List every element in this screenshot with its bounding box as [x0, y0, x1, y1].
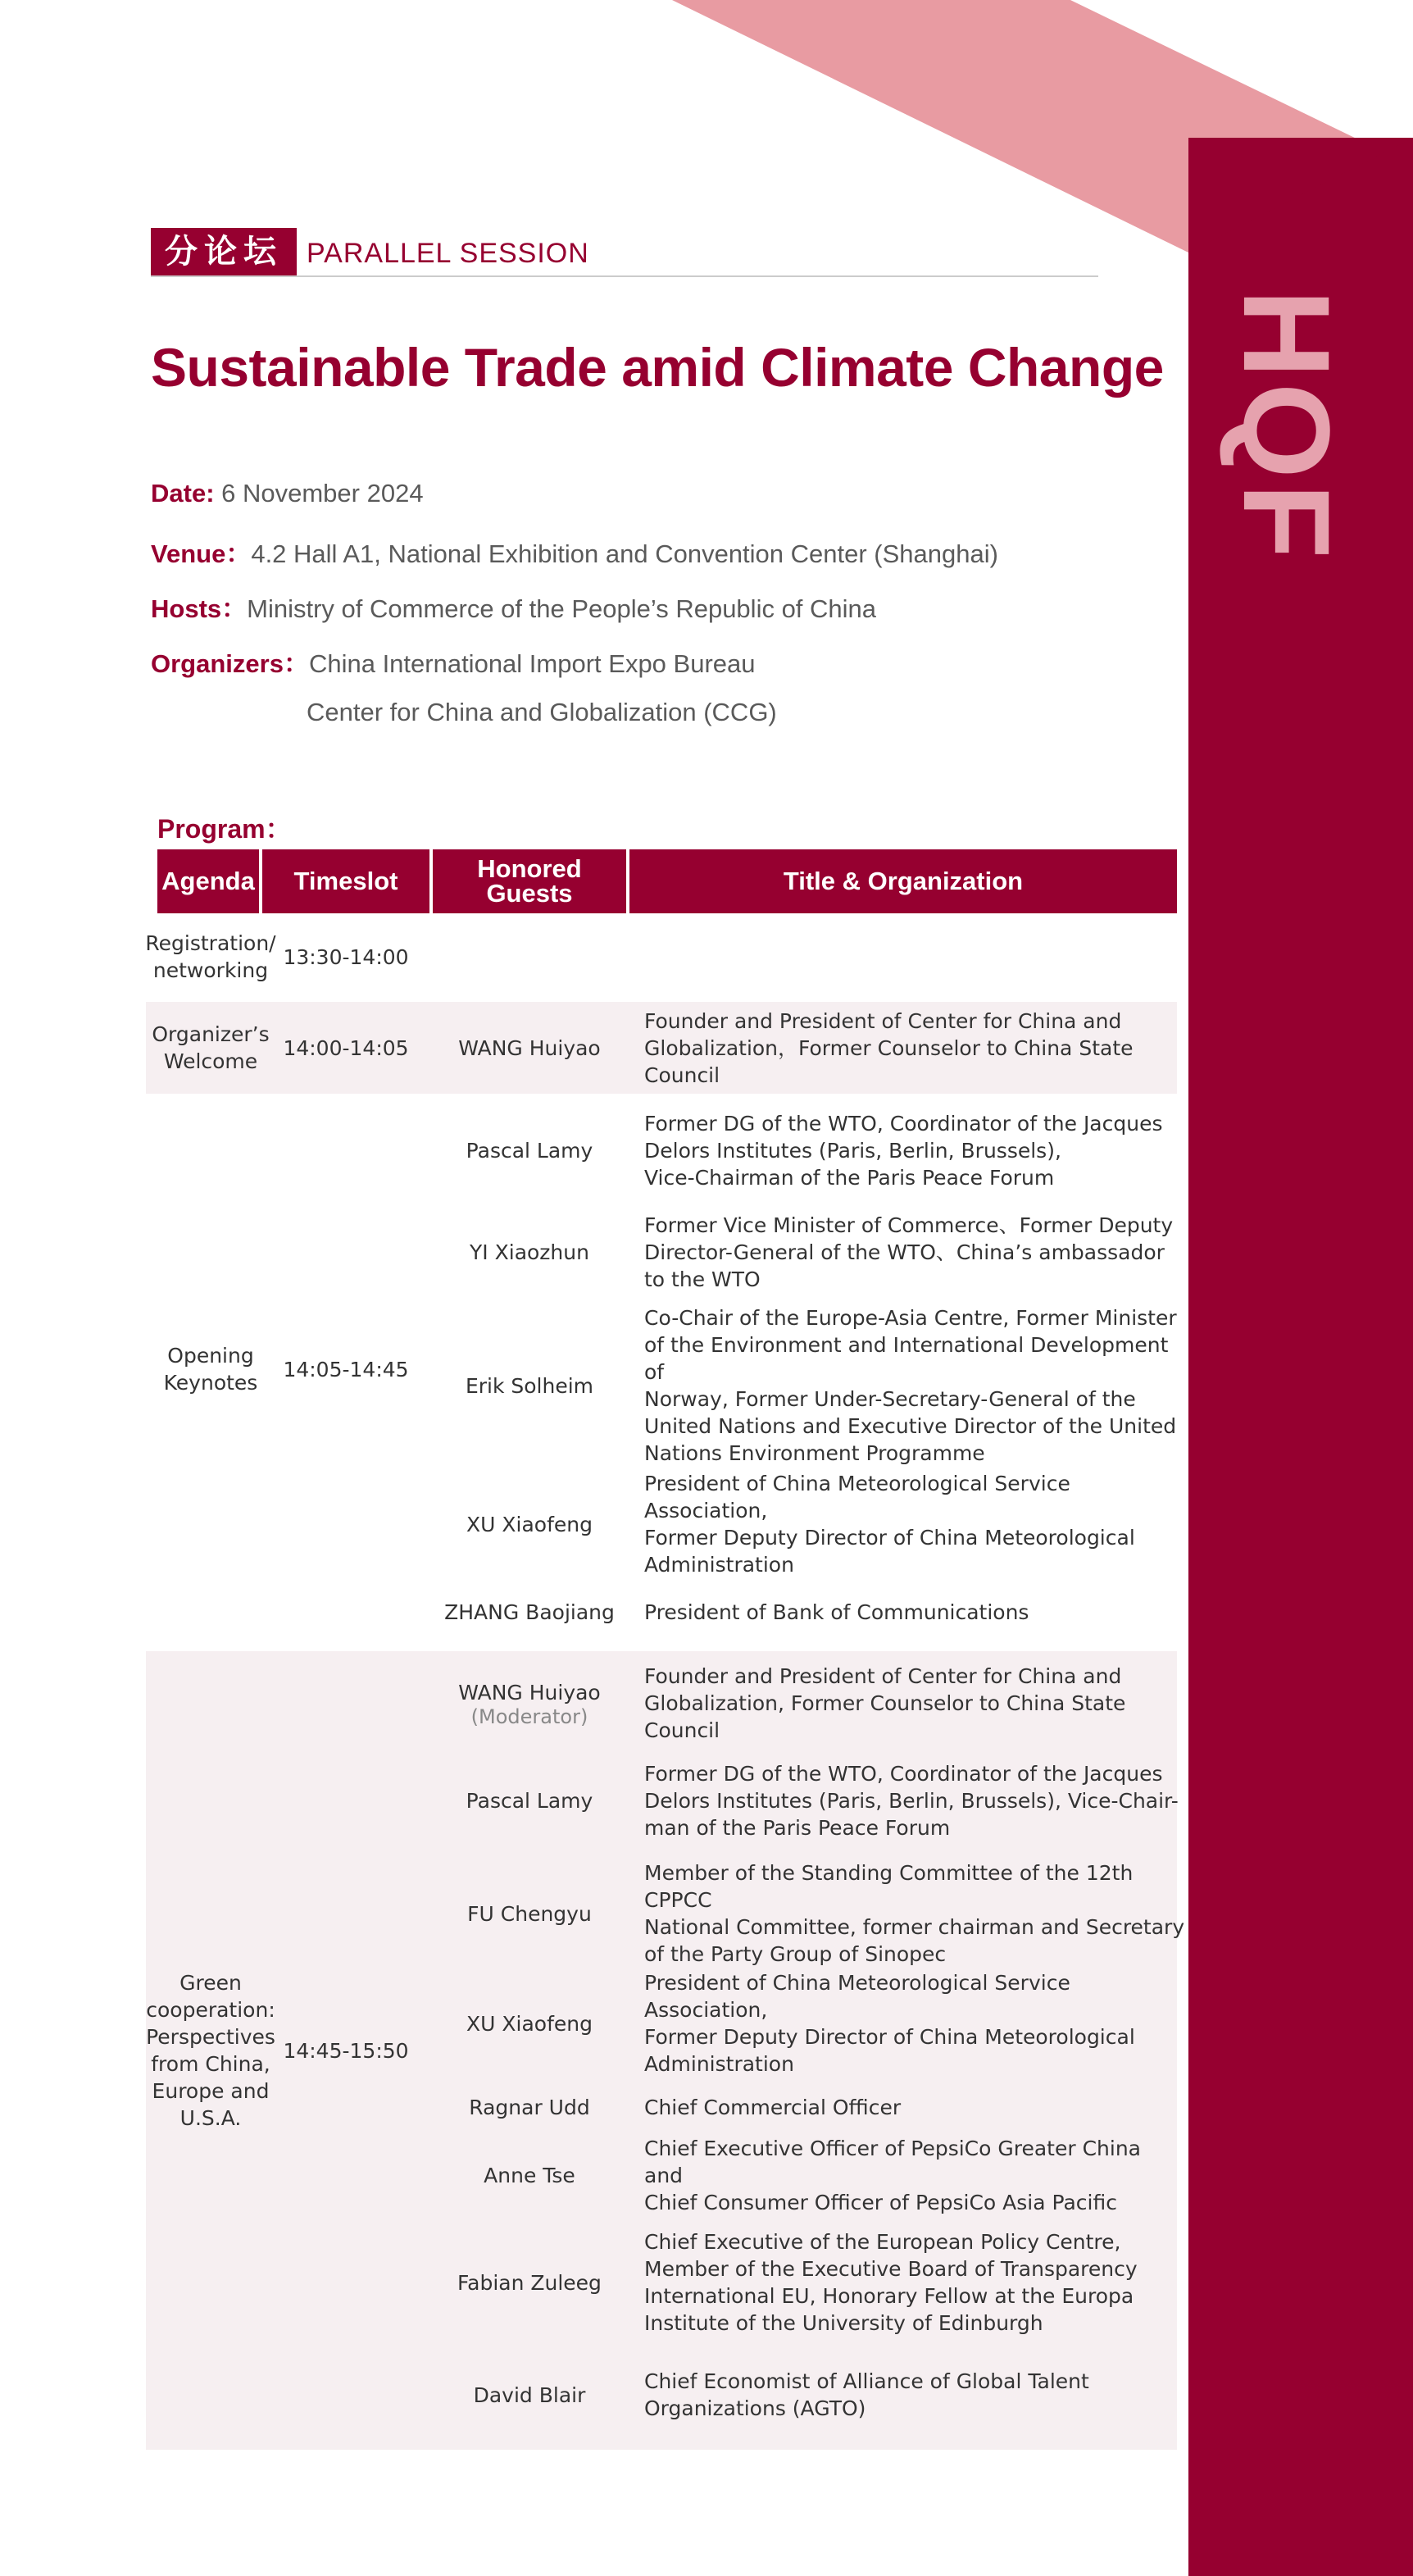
- guest-title: Founder and President of Center for China and Globalization，Former Counselor to China State Council: [644, 1008, 1134, 1087]
- time-welcome: 14:00-14:05: [283, 1035, 409, 1060]
- header-agenda: Agenda: [157, 849, 259, 913]
- guest-name: YI Xiaozhun: [470, 1240, 589, 1264]
- guest-name: ZHANG Baojiang: [444, 1600, 615, 1624]
- program-label: Program：: [157, 814, 292, 844]
- guest-title: Founder and President of Center for China and Globalization, Former Counselor to China State Council: [644, 1663, 1126, 1742]
- agenda-green-cooperation: Green cooperation: Perspectives from China, Europe and U.S.A.: [146, 1971, 275, 2130]
- guest-title: Member of the Standing Committee of the 12th CPPCC National Committee, former chairman and Secretary of the Party Group of Sinopec: [644, 1861, 1185, 1966]
- agenda-keynotes: Opening Keynotes: [163, 1344, 258, 1395]
- badge-english: PARALLEL SESSION: [307, 238, 589, 269]
- guest-name: Ragnar Udd: [469, 2095, 590, 2119]
- page-title: Sustainable Trade amid Climate Change: [151, 337, 1164, 398]
- guest-title: Former Vice Minister of Commerce、Former Deputy Director-General of the WTO、China’s ambassador to the WTO: [644, 1213, 1174, 1291]
- hosts-value: Ministry of Commerce of the People’s Republic of China: [247, 594, 877, 623]
- venue-line: [151, 533, 998, 570]
- guest-title: Co-Chair of the Europe-Asia Centre, Former Minister of the Environment and International Development of Norway, Former Under-Secretary-General of the United Nations and Executive Director of the United Nations Environment Programme: [644, 1306, 1177, 1465]
- organizer-2: Center for China and Globalization (CCG): [307, 698, 777, 726]
- guest-name: WANG Huiyao: [458, 1680, 601, 1704]
- guest-name: XU Xiaofeng: [466, 2011, 593, 2036]
- date-label: Date:: [151, 479, 215, 507]
- guest-title: Chief Executive Officer of PepsiCo Greater China and Chief Consumer Officer of PepsiCo Asia Pacific: [644, 2136, 1142, 2214]
- guest-title: Former DG of the WTO, Coordinator of the Jacques Delors Institutes (Paris, Berlin, Brussels), Vice-Chair- man of the Paris Peace Forum: [644, 1761, 1179, 1840]
- guest-name: XU Xiaofeng: [466, 1512, 593, 1536]
- guest-title: President of Bank of Communications: [644, 1600, 1029, 1624]
- header-divider: [151, 275, 1098, 277]
- guest-name: FU Chengyu: [467, 1901, 592, 1926]
- guest-name-with-note: [433, 1673, 626, 1733]
- time-keynotes: 14:05-14:45: [283, 1357, 409, 1381]
- session-badge: [151, 228, 1098, 277]
- header-timeslot: Timeslot: [262, 849, 429, 913]
- guest-name: Pascal Lamy: [466, 1138, 593, 1163]
- guest-name: Anne Tse: [484, 2163, 575, 2187]
- guest-title: Chief Executive of the European Policy Centre, Member of the Executive Board of Transparency International EU, Honorary Fellow at the Europa Institute of the University of Edinburgh: [644, 2230, 1138, 2335]
- guest-name: David Blair: [473, 2383, 586, 2407]
- organizers-label: Organizers：: [151, 649, 309, 678]
- side-band-top: [1188, 138, 1413, 253]
- guest-title: President of China Meteorological Service Association, Former Deputy Director of China Meteorological Administration: [644, 1472, 1135, 1577]
- venue-value: 4.2 Hall A1, National Exhibition and Convention Center (Shanghai): [251, 539, 998, 568]
- guest-title: Former DG of the WTO, Coordinator of the Jacques Delors Institutes (Paris, Berlin, Brussels), Vice-Chairman of the Paris Peace Forum: [644, 1111, 1163, 1190]
- header-title-org: Title & Organization: [629, 849, 1177, 913]
- guest-name: Fabian Zuleeg: [457, 2270, 602, 2295]
- venue-label: Venue：: [151, 539, 252, 568]
- guest-name: Erik Solheim: [465, 1373, 594, 1398]
- agenda-registration: Registration/ networking: [145, 931, 276, 982]
- time-green-cooperation: 14:45-15:50: [283, 2038, 409, 2063]
- hosts-line: [151, 588, 876, 625]
- guest-name: Pascal Lamy: [466, 1788, 593, 1813]
- guest-title: Chief Economist of Alliance of Global Talent Organizations (AGTO): [644, 2369, 1089, 2420]
- organizers-line: [151, 643, 756, 680]
- agenda-welcome: Organizer’s Welcome: [152, 1022, 270, 1073]
- guest-title: President of China Meteorological Service Association, Former Deputy Director of China Meteorological Administration: [644, 1971, 1135, 2076]
- organizer-2-line: [307, 698, 777, 727]
- moderator-note: (Moderator): [470, 1704, 588, 1728]
- date-line: [151, 479, 424, 508]
- header-guests: Honored Guests: [433, 849, 626, 913]
- badge-chinese: 分论坛: [151, 228, 297, 275]
- organizer-1: China International Import Expo Bureau: [308, 649, 756, 678]
- date-value: 6 November 2024: [221, 479, 424, 507]
- hosts-label: Hosts：: [151, 594, 248, 623]
- time-registration: 13:30-14:00: [283, 944, 409, 969]
- guest-title: Chief Commercial Officer: [644, 2095, 902, 2119]
- guest-name: WANG Huiyao: [458, 1035, 601, 1060]
